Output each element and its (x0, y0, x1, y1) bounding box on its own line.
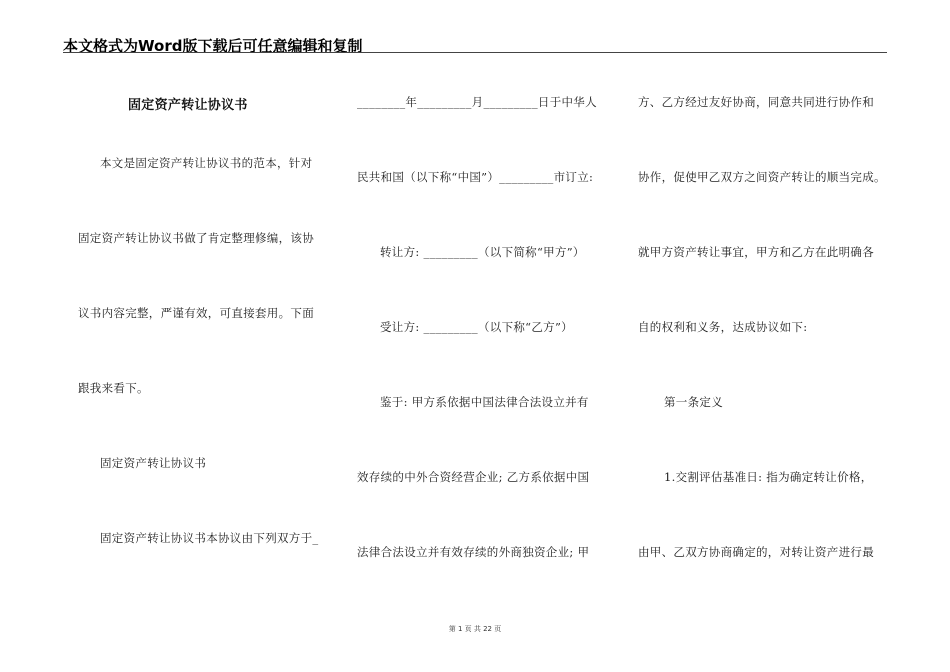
section-heading: 固定资产转让协议书 (100, 456, 207, 470)
paragraph-line: 本文是固定资产转让协议书的范本，针对 (100, 156, 313, 170)
paragraph-line: 固定资产转让协议书本协议由下列双方于_ (100, 531, 319, 545)
paragraph-line: 受让方: _________（以下称“乙方”） (380, 320, 573, 334)
page-number-footer: 第 1 页 共 22 页 (448, 625, 502, 633)
paragraph-line: 效存续的中外合资经营企业; 乙方系依据中国 (357, 470, 590, 484)
section-heading: 第一条定义 (664, 395, 723, 409)
document-header-title: 本文格式为Word版下载后可任意编辑和复制 (63, 37, 363, 55)
paragraph-line: 民共和国（以下称“中国”）_________市订立: (357, 170, 594, 184)
paragraph-line: 议书内容完整，严谨有效，可直接套用。下面 (78, 306, 314, 320)
paragraph-line: 协作，促使甲乙双方之间资产转让的顺当完成。 (638, 170, 886, 184)
document-title: 固定资产转让协议书 (128, 98, 248, 113)
paragraph-line: 由甲、乙双方协商确定的，对转让资产进行最 (638, 545, 874, 559)
paragraph-line: 自的权利和义务，达成协议如下: (638, 320, 808, 334)
paragraph-line: 转让方: _________（以下简称“甲方”） (380, 245, 585, 259)
paragraph-line: 就甲方资产转让事宜，甲方和乙方在此明确各 (638, 245, 874, 259)
header-divider (63, 52, 887, 53)
paragraph-line: ________年_________月_________日于中华人 (357, 95, 597, 109)
paragraph-line: 鉴于: 甲方系依据中国法律合法设立并有 (380, 395, 589, 409)
paragraph-line: 跟我来看下。 (78, 381, 149, 395)
paragraph-line: 1.交割评估基准日: 指为确定转让价格， (664, 470, 873, 484)
paragraph-line: 固定资产转让协议书做了肯定整理修编，该协 (78, 231, 314, 245)
paragraph-line: 方、乙方经过友好协商，同意共同进行协作和 (638, 95, 874, 109)
paragraph-line: 法律合法设立并有效存续的外商独资企业; 甲 (357, 545, 590, 559)
